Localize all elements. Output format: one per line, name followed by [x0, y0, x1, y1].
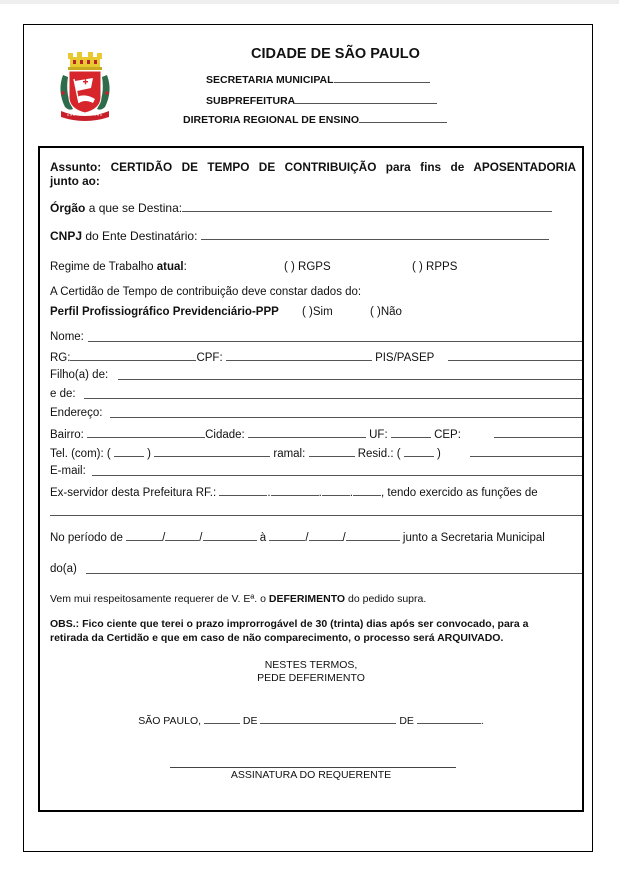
- periodo-a: à: [259, 532, 267, 544]
- tel-row: [50, 445, 582, 461]
- secretaria-blank[interactable]: [334, 71, 430, 83]
- date-de-2: DE: [399, 715, 414, 727]
- doa-blank[interactable]: [86, 562, 582, 574]
- tel-blank[interactable]: [154, 445, 270, 457]
- pis-label: PIS/PASEP: [375, 352, 435, 364]
- periodo-end-year[interactable]: [346, 529, 400, 541]
- closing-line-2: PEDE DEFERIMENTO: [257, 672, 365, 684]
- form-box: [38, 146, 584, 812]
- cpf-label: CPF:: [196, 352, 223, 364]
- request-post: do pedido supra.: [348, 593, 427, 605]
- exservidor-row: Ex-servidor desta Prefeitura RF.: . . . , tendo exercido as funções de: [50, 484, 582, 500]
- exservidor-end: , tendo exercido as funções de: [380, 487, 538, 499]
- cnpj-field[interactable]: [50, 228, 582, 243]
- ramal-label: ramal:: [273, 448, 306, 460]
- orgao-blank[interactable]: [182, 200, 552, 212]
- orgao-bold: Órgão: [50, 201, 86, 215]
- date-row: [40, 712, 582, 728]
- endereco-field[interactable]: [50, 406, 582, 420]
- regime-colon: :: [183, 261, 187, 273]
- doa-field[interactable]: [50, 562, 582, 576]
- city-title: CIDADE DE SÃO PAULO: [251, 46, 420, 62]
- subprefeitura-label: SUBPREFEITURA: [206, 95, 296, 107]
- secretaria-field[interactable]: [206, 71, 430, 86]
- exservidor-label: Ex-servidor desta Prefeitura RF.:: [50, 487, 217, 499]
- subject-text: CERTIDÃO DE TEMPO DE CONTRIBUIÇÃO para fins de APOSENTADORIA: [110, 160, 576, 174]
- cnpj-bold: CNPJ: [50, 229, 83, 243]
- endereco-blank[interactable]: [110, 406, 582, 418]
- periodo-label: No período de: [50, 532, 123, 544]
- cidade-label: Cidade:: [205, 429, 245, 441]
- cep-label: CEP:: [434, 429, 461, 441]
- uf-blank[interactable]: [391, 426, 431, 438]
- rg-label: RG:: [50, 352, 71, 364]
- periodo-end-day[interactable]: [269, 529, 305, 541]
- email-blank[interactable]: [92, 464, 582, 476]
- bairro-row: [50, 426, 582, 442]
- periodo-start-month[interactable]: [165, 529, 199, 541]
- diretoria-field[interactable]: [183, 111, 447, 126]
- cep-blank[interactable]: [494, 426, 582, 438]
- ede-blank[interactable]: [84, 387, 582, 399]
- cidade-blank[interactable]: [248, 426, 366, 438]
- diretoria-label: DIRETORIA REGIONAL DE ENSINO: [183, 114, 359, 126]
- subject-line: [50, 160, 576, 174]
- rf-blank-3[interactable]: [322, 484, 350, 496]
- filho-blank[interactable]: [118, 368, 582, 380]
- cnpj-label: do Ente Destinatário:: [85, 229, 198, 243]
- uf-label: UF:: [369, 429, 388, 441]
- funcoes-blank[interactable]: [50, 504, 582, 516]
- subprefeitura-blank[interactable]: [295, 92, 437, 104]
- resid-label: Resid.: (: [357, 448, 401, 460]
- subprefeitura-field[interactable]: [206, 92, 437, 107]
- periodo-row: No período de / / à / / junto a Secretaria Municipal: [50, 529, 582, 545]
- ede-field[interactable]: [50, 387, 582, 401]
- coat-of-arms-icon: [55, 51, 115, 123]
- rg-blank[interactable]: [70, 349, 196, 361]
- regime-option-rgps[interactable]: ( ) RGPS: [284, 261, 331, 273]
- date-end: .: [480, 715, 484, 727]
- nome-blank[interactable]: [88, 330, 582, 342]
- rf-blank-1[interactable]: [219, 484, 267, 496]
- resid-close: ): [436, 448, 441, 460]
- viewer-top-strip: [0, 0, 619, 4]
- date-city: SÃO PAULO,: [138, 715, 202, 727]
- bairro-label: Bairro:: [50, 429, 84, 441]
- resid-blank[interactable]: [470, 445, 582, 457]
- filho-label: Filho(a) de:: [50, 369, 109, 381]
- cpf-blank[interactable]: [226, 349, 372, 361]
- subject-line-2: junto ao:: [50, 174, 100, 188]
- ppp-label: Perfil Profissiográfico Previdenciário-PPP: [50, 306, 279, 318]
- filho-field[interactable]: [50, 368, 582, 382]
- date-de-1: DE: [242, 715, 258, 727]
- signature-label: ASSINATURA DO REQUERENTE: [230, 769, 392, 781]
- email-field[interactable]: [50, 464, 582, 478]
- regime-option-rpps[interactable]: ( ) RPPS: [412, 261, 458, 273]
- request-text: [50, 592, 582, 606]
- periodo-end-month[interactable]: [309, 529, 343, 541]
- subject-prefix: Assunto:: [50, 160, 102, 174]
- request-pre: Vem mui respeitosamente requerer de V. Eª. o: [50, 593, 266, 605]
- closing-line-1: NESTES TERMOS,: [264, 659, 358, 671]
- nome-field[interactable]: [50, 330, 582, 344]
- doa-label: do(a): [50, 563, 77, 575]
- obs-line-2: retirada da Certidão e que em caso de não comparecimento, o processo será ARQUIVADO.: [50, 632, 504, 644]
- ramal-blank[interactable]: [309, 445, 355, 457]
- email-label: E-mail:: [50, 465, 86, 477]
- periodo-start-year[interactable]: [203, 529, 257, 541]
- secretaria-label: SECRETARIA MUNICIPAL: [206, 74, 334, 86]
- rg-cpf-pis-row: [50, 349, 582, 365]
- date-year-blank[interactable]: [417, 712, 481, 724]
- tel-ddd-blank[interactable]: [114, 445, 144, 457]
- orgao-label: a que se Destina:: [88, 201, 183, 215]
- request-bold: DEFERIMENTO: [268, 593, 346, 605]
- date-month-blank[interactable]: [260, 712, 396, 724]
- regime-bold: atual: [156, 261, 184, 273]
- date-day-blank[interactable]: [204, 712, 240, 724]
- cnpj-blank[interactable]: [201, 228, 549, 240]
- nome-label: Nome:: [50, 331, 84, 343]
- bairro-blank[interactable]: [87, 426, 205, 438]
- ede-label: e de:: [50, 388, 76, 400]
- regime-label: Regime de Trabalho: [50, 261, 154, 273]
- ppp-option-nao[interactable]: ( )Não: [370, 306, 402, 318]
- endereco-label: Endereço:: [50, 407, 103, 419]
- diretoria-blank[interactable]: [359, 111, 447, 123]
- periodo-start-day[interactable]: [126, 529, 162, 541]
- orgao-field[interactable]: [50, 200, 582, 215]
- pis-blank[interactable]: [448, 349, 582, 361]
- rf-blank-4[interactable]: [353, 484, 381, 496]
- tel-close: ): [147, 448, 151, 460]
- resid-ddd-blank[interactable]: [404, 445, 434, 457]
- certidao-text: A Certidão de Tempo de contribuição deve constar dados do:: [50, 286, 362, 298]
- rf-blank-2[interactable]: [271, 484, 319, 496]
- periodo-end-label: junto a Secretaria Municipal: [402, 532, 545, 544]
- tel-label: Tel. (com): (: [50, 448, 111, 460]
- ppp-option-sim[interactable]: ( )Sim: [302, 306, 333, 318]
- obs-line-1: OBS.: Fico ciente que terei o prazo improrrogável de 30 (trinta) dias após ser convocado, para a: [50, 618, 529, 630]
